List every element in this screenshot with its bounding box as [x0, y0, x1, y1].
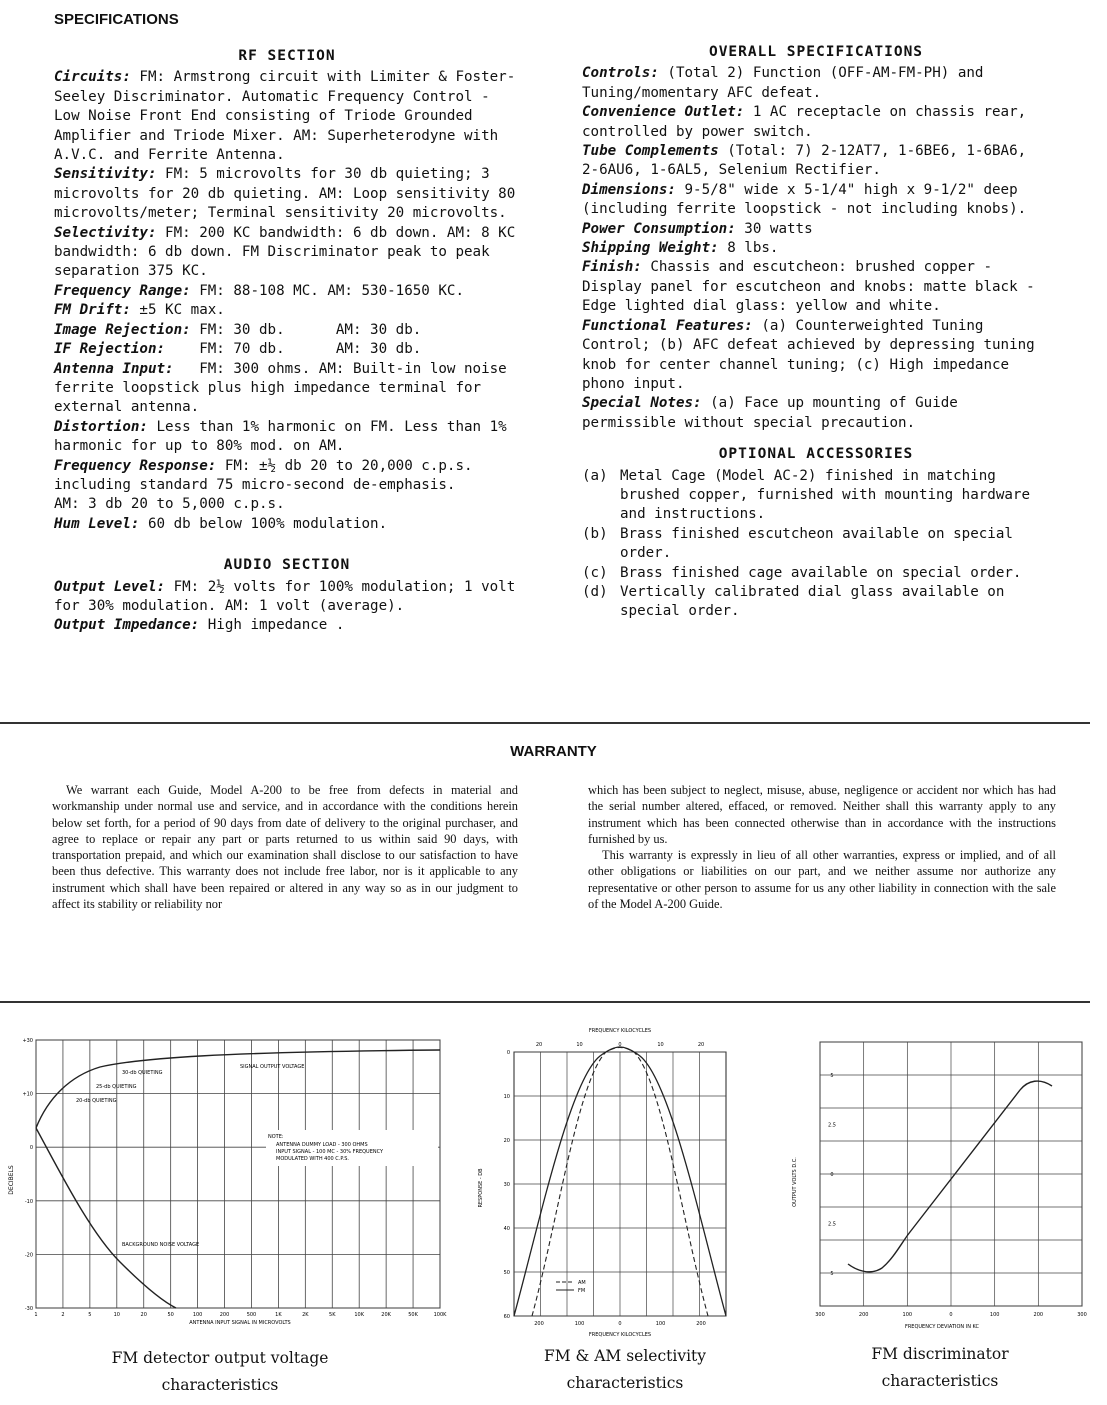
spec-label: Shipping Weight:: [582, 240, 719, 257]
caption-line: FM discriminator: [871, 1345, 1009, 1363]
spec-item: [582, 181, 1050, 220]
spec-item: [54, 301, 520, 320]
spec-item: [54, 224, 524, 282]
rf-audio-column: [54, 47, 524, 636]
spec-item: [54, 68, 520, 165]
note-title: NOTE:: [268, 1134, 284, 1140]
spec-item: [582, 64, 1050, 103]
caption-line: FM & AM selectivity: [543, 1347, 707, 1365]
x-tick-label: 100: [989, 1312, 1000, 1318]
spec-label: Special Notes:: [582, 395, 702, 412]
spec-text: High impedance .: [199, 617, 345, 634]
y-tick-label: -20: [24, 1252, 33, 1259]
y-tick-label: +10: [22, 1091, 33, 1098]
x-tick-label: 1: [34, 1312, 38, 1318]
rf-section-items: [54, 68, 524, 534]
spec-text: FM: ±½ db 20 to 20,000 c.p.s. including standard 75 micro-second de-emphasis.: [54, 457, 482, 493]
spec-text: 9-5/8" wide x 5-1/4" high x 9-1/2" deep (including ferrite loopstick - not including knobs).: [582, 181, 1027, 218]
spec-label: Convenience Outlet:: [582, 104, 745, 121]
y-axis-ticks: [828, 1073, 836, 1277]
x-tick-label: 200: [219, 1312, 230, 1318]
spec-text: (a) Counterweighted Tuning Control; (b) AFC defeat achieved by depressing tuning knob for center channel tuning; (c) High impedance phono input.: [582, 317, 1044, 392]
rf-section-heading: RF SECTION: [238, 48, 336, 64]
spec-label: Output Impedance:: [54, 617, 200, 634]
accessory-key: (a): [582, 467, 608, 484]
x-tick-label: 1K: [275, 1312, 282, 1318]
spec-item: [54, 340, 520, 359]
x-tick-label: 5: [88, 1312, 92, 1318]
y-tick-label: 10: [503, 1094, 510, 1100]
x-tick-label: 100: [902, 1312, 913, 1318]
overall-column: [582, 43, 1050, 622]
y-axis-label: RESPONSE - DB: [478, 1168, 484, 1208]
y-tick-label: +30: [22, 1038, 33, 1044]
x-tick-label: 300: [815, 1312, 825, 1318]
warranty-paragraph: which has been subject to neglect, misuse, abuse, negligence or accident nor which has had the serial number altered, effaced, or removed. Neither shall this warranty apply to any instrument which has been connected otherwise than in accordance with the instructions furnished by us.: [588, 783, 1056, 846]
spec-text: FM: 30 db. AM: 30 db.: [190, 321, 422, 338]
y-tick-label: 0: [506, 1050, 510, 1056]
x-tick-label: 2: [61, 1312, 65, 1318]
spec-text: FM: 200 KC bandwidth: 6 db down. AM: 8 KC bandwidth: 6 db down. FM Discriminator peak to peak separation 375 KC.: [54, 224, 524, 280]
x-tick-label: 5K: [329, 1312, 336, 1318]
warranty-right-column: [588, 782, 1056, 912]
spec-text: ±5 KC max.: [130, 302, 225, 319]
spec-item: [54, 515, 520, 534]
accessory-text: Vertically calibrated dial glass available on special order.: [620, 583, 1005, 620]
spec-label: Controls:: [582, 65, 659, 82]
spec-item: [582, 394, 1050, 433]
spec-label: Dimensions:: [582, 181, 676, 198]
spec-text: 8 lbs.: [718, 240, 779, 257]
spec-item: [582, 103, 1050, 142]
bottom-axis-label: FREQUENCY KILOCYCLES: [588, 1332, 652, 1338]
y-tick-label: 2.5: [828, 1122, 836, 1129]
y-tick-label: 5: [830, 1271, 834, 1277]
x-axis-ticks: [34, 1312, 447, 1318]
y-tick-label: 40: [503, 1226, 510, 1232]
warranty-paragraph: We warrant each Guide, Model A-200 to be free from defects in material and workmanship under normal use and service, and in accordance with the conditions herein below set forth, for a period of 90 days from date of delivery to the original purchaser, and agree to replace or repair any part or parts returned to us within said 90 days, with transportation prepaid, and which our examination shall disclose to our satisfaction to have been thus defective. This warranty does not include free labor, nor is it applicable to any instrument which shall have been repaired or altered in any way so as in our judgment to affect its stability or reliability nor: [52, 783, 518, 912]
chart2-caption: [480, 1343, 770, 1397]
accessory-text: Brass finished escutcheon available on special order.: [620, 525, 1013, 562]
chart1-caption: [70, 1345, 370, 1399]
y-tick-label: 0: [830, 1172, 834, 1178]
spec-label: Frequency Response:: [54, 457, 217, 474]
spec-text: FM: 2½ volts for 100% modulation; 1 volt for 30% modulation. AM: 1 volt (average).: [54, 578, 524, 614]
spec-item: [582, 220, 1050, 239]
x-tick-label: 20: [140, 1312, 147, 1318]
y-tick-label: 0: [29, 1145, 33, 1152]
spec-text: FM: Armstrong circuit with Limiter & Foster-Seeley Discriminator. Automatic Frequency Control - Low Noise Front End consisting of Triode Grounded Amplifier and Triode Mixer. AM: Superheterodyne with A.V.C. and Ferrite Antenna.: [54, 69, 516, 164]
x-axis-label: FREQUENCY DEVIATION IN KC: [904, 1324, 980, 1330]
audio-section-items: [54, 578, 524, 636]
chart-grid: [36, 1040, 440, 1308]
overall-items: [582, 64, 1050, 433]
x-axis-label: ANTENNA INPUT SIGNAL IN MICROVOLTS: [189, 1320, 291, 1326]
spec-item: [582, 317, 1050, 395]
spec-label: Tube Complements: [582, 143, 719, 160]
x-tick-label: 100K: [433, 1312, 447, 1318]
x-tick-label: 100: [192, 1312, 203, 1318]
y-axis-ticks: [22, 1038, 33, 1312]
x-axis-ticks: [815, 1312, 1087, 1318]
spec-item: [54, 321, 520, 340]
top-tick-label: 20: [535, 1042, 543, 1048]
x-tick-label: 50K: [408, 1312, 418, 1318]
spec-text: (Total 2) Function (OFF-AM-FM-PH) and Tuning/momentary AFC defeat.: [582, 65, 993, 101]
x-tick-label: 500: [246, 1312, 257, 1318]
accessory-text: Metal Cage (Model AC-2) finished in matching brushed copper, furnished with mounting hardware and instructions.: [620, 467, 1030, 523]
spec-text: 60 db below 100% modulation.: [139, 515, 388, 532]
note-line: INPUT SIGNAL - 100 MC - 30% FREQUENCY: [276, 1149, 384, 1155]
warranty-left-column: [52, 782, 518, 912]
spec-text: Less than 1% harmonic on FM. Less than 1% harmonic for up to 80% mod. on AM.: [54, 418, 516, 455]
spec-text: Chassis and escutcheon: brushed copper - Display panel for escutcheon and knobs: matte black - Edge lighted dial glass: yellow and white.: [582, 259, 1044, 315]
y-axis-ticks: [504, 1050, 510, 1320]
spec-text: FM: 300 ohms. AM: Built-in low noise ferrite loopstick plus high impedance terminal for external antenna.: [54, 360, 516, 416]
x-tick-label: 0: [949, 1312, 953, 1318]
top-tick-label: 20: [697, 1042, 705, 1048]
label-25db-quieting: 25-db QUIETING: [96, 1084, 137, 1090]
fm-detector-chart: [0, 1032, 450, 1332]
y-tick-label: 20: [503, 1138, 510, 1144]
top-tick-label: 0: [618, 1042, 622, 1048]
page-title: SPECIFICATIONS: [54, 11, 179, 28]
x-tick-label: 200: [1033, 1312, 1044, 1318]
caption-line: FM detector output voltage: [111, 1349, 329, 1367]
accessories-list: [582, 467, 1050, 622]
spec-item: [54, 165, 524, 223]
legend-fm-label: FM: [578, 1288, 586, 1294]
accessory-item: [582, 525, 1050, 564]
spec-text: FM: 5 microvolts for 30 db quieting; 3 microvolts for 20 db quieting. AM: Loop sensitivity 80 microvolts/meter; Terminal sensitivity 20 microvolts.: [54, 166, 524, 222]
top-axis-label: FREQUENCY KILOCYCLES: [588, 1028, 652, 1034]
x-tick-label: 10K: [354, 1312, 365, 1318]
chart-grid: [514, 1052, 726, 1316]
discriminator-chart: [790, 1030, 1090, 1340]
y-tick-label: 5: [830, 1073, 834, 1079]
spec-label: Hum Level:: [54, 515, 140, 532]
spec-label: Selectivity:: [54, 224, 157, 241]
spec-item: [54, 282, 520, 301]
spec-item: [54, 418, 520, 457]
spec-label: Functional Features:: [582, 317, 753, 334]
accessory-text: Brass finished cage available on special order.: [620, 564, 1022, 581]
spec-label: Frequency Range:: [54, 282, 191, 299]
spec-text: (Total: 7) 2-12AT7, 1-6BE6, 1-6BA6, 2-6AU6, 1-6AL5, Selenium Rectifier.: [582, 143, 1035, 179]
warranty-heading: WARRANTY: [510, 743, 597, 760]
accessory-item: [582, 583, 1050, 622]
spec-label: Image Rejection:: [54, 321, 191, 338]
spec-label: Circuits:: [54, 69, 131, 86]
spec-label: Power Consumption:: [582, 220, 736, 237]
x-tick-label: 300: [1077, 1312, 1087, 1318]
selectivity-chart: [470, 1020, 770, 1340]
spec-item: [582, 239, 1050, 258]
spec-item: [582, 258, 1050, 316]
spec-label: FM Drift:: [54, 302, 131, 319]
spec-text: FM: 88-108 MC. AM: 530-1650 KC.: [190, 282, 465, 299]
noise-voltage-curve: [36, 1128, 176, 1308]
y-tick-label: 60: [503, 1314, 510, 1320]
legend-am-label: AM: [578, 1280, 586, 1286]
label-30db-quieting: 30-db QUIETING: [122, 1070, 163, 1076]
spec-label: Output Level:: [54, 578, 166, 595]
spec-item: [54, 616, 520, 635]
bottom-tick-label: 100: [574, 1321, 585, 1327]
spec-text: (a) Face up mounting of Guide permissible without special precaution.: [582, 395, 967, 431]
top-tick-label: 10: [576, 1042, 583, 1048]
overall-heading: OVERALL SPECIFICATIONS: [708, 44, 924, 60]
y-tick-label: -10: [24, 1198, 33, 1205]
accessory-key: (d): [582, 583, 608, 600]
spec-item: [54, 457, 520, 496]
note-line: ANTENNA DUMMY LOAD - 300 OHMS: [276, 1142, 368, 1148]
spec-item: [54, 578, 524, 617]
bottom-axis-ticks: [534, 1321, 706, 1327]
label-noise-voltage: BACKGROUND NOISE VOLTAGE: [122, 1242, 200, 1248]
bottom-tick-label: 200: [534, 1321, 544, 1327]
bottom-tick-label: 0: [618, 1321, 622, 1327]
spec-label: IF Rejection:: [54, 341, 166, 358]
x-tick-label: 50: [167, 1312, 174, 1318]
y-axis-label: OUTPUT VOLTS D.C.: [792, 1157, 798, 1207]
plot-frame: [36, 1040, 440, 1308]
spec-label: Distortion:: [54, 418, 148, 435]
y-axis-label: DECIBELS: [8, 1165, 15, 1195]
section-divider: [0, 722, 1090, 724]
chart3-caption: [800, 1341, 1080, 1395]
discriminator-curve: [848, 1081, 1052, 1272]
caption-line: characteristics: [566, 1374, 684, 1392]
spec-text: FM: 70 db. AM: 30 db.: [165, 341, 422, 358]
spec-text: AM: 3 db 20 to 5,000 c.p.s.: [54, 496, 285, 513]
y-tick-label: 30: [503, 1182, 510, 1188]
accessory-key: (c): [582, 564, 608, 581]
spec-item: [582, 142, 1050, 181]
y-tick-label: -30: [24, 1306, 33, 1312]
x-tick-label: 2K: [302, 1312, 309, 1318]
label-signal-output: SIGNAL OUTPUT VOLTAGE: [240, 1064, 305, 1070]
spec-text: 30 watts: [735, 220, 813, 237]
accessory-item: [582, 564, 1050, 583]
caption-line: characteristics: [881, 1372, 999, 1390]
spec-label: Antenna Input:: [54, 360, 174, 377]
y-tick-label: 50: [503, 1270, 510, 1276]
x-tick-label: 20K: [381, 1312, 391, 1318]
spec-text: 1 AC receptacle on chassis rear, controlled by power switch.: [582, 104, 1035, 140]
accessory-item: [582, 467, 1050, 525]
label-20db-quieting: 20-db QUIETING: [76, 1098, 117, 1104]
bottom-tick-label: 100: [655, 1321, 666, 1327]
warranty-paragraph: This warranty is expressly in lieu of all other warranties, express or implied, and of all other obligations or liabilities on our part, and we neither assume nor authorize any representative or other person to assume for us any other liability in connection with the sale of the Model A-200 Guide.: [588, 848, 1056, 912]
spec-item: [54, 360, 520, 418]
top-tick-label: 10: [657, 1042, 664, 1048]
x-tick-label: 10: [113, 1312, 120, 1318]
y-tick-label: 2.5: [828, 1221, 836, 1228]
x-tick-label: 200: [858, 1312, 869, 1318]
spec-label: Sensitivity:: [54, 166, 157, 183]
note-line: MODULATED WITH 400 C.P.S.: [276, 1156, 349, 1162]
accessory-key: (b): [582, 525, 608, 542]
audio-section-heading: AUDIO SECTION: [223, 557, 351, 574]
spec-item: [54, 495, 520, 514]
section-divider: [0, 1001, 1090, 1003]
accessories-heading: OPTIONAL ACCESSORIES: [718, 446, 914, 463]
bottom-tick-label: 200: [696, 1321, 706, 1327]
spec-label: Finish:: [582, 259, 642, 276]
caption-line: characteristics: [161, 1376, 279, 1394]
